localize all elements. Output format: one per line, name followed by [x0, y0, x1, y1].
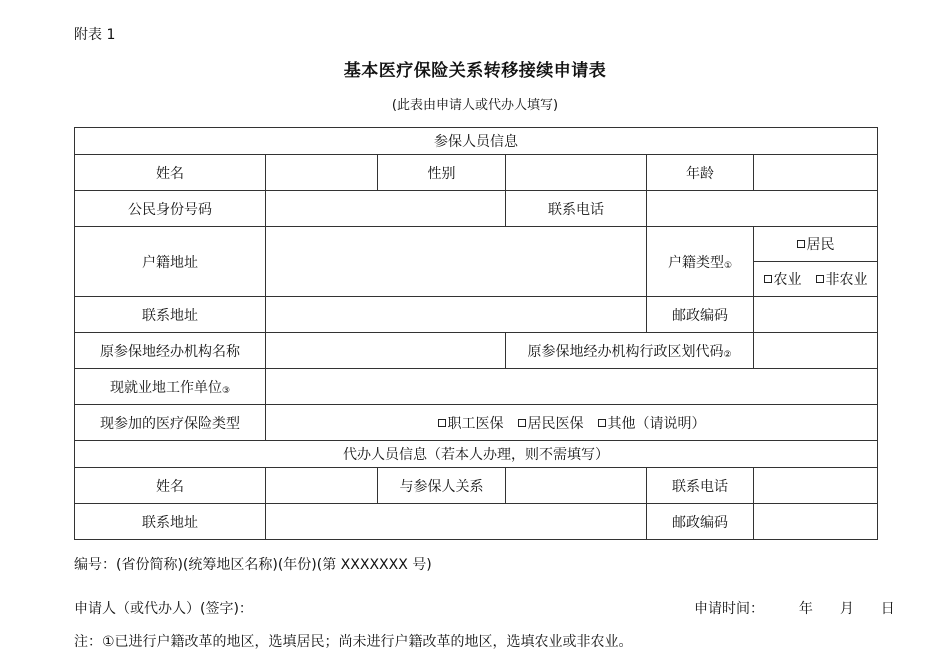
input-postcode[interactable] — [754, 297, 878, 333]
input-age[interactable] — [754, 155, 878, 191]
checkbox-icon[interactable] — [518, 419, 526, 427]
footnote-text: 注：①已进行户籍改革的地区，选填居民；尚未进行户籍改革的地区，选填农业或非农业。 — [74, 634, 633, 650]
input-gender[interactable] — [506, 155, 647, 191]
checkbox-icon[interactable] — [816, 275, 824, 283]
label-hukou-address: 户籍地址 — [75, 227, 266, 297]
label-age: 年龄 — [647, 155, 754, 191]
label-agent-name: 姓名 — [75, 468, 266, 504]
input-agent-relation[interactable] — [506, 468, 647, 504]
label-orig-agency-name: 原参保地经办机构名称 — [75, 333, 266, 369]
label-current-employer: 现就业地工作单位③ — [75, 369, 266, 405]
checkbox-icon[interactable] — [797, 240, 805, 248]
option-hukou-resident[interactable]: 居民 — [754, 227, 878, 262]
label-contact-address: 联系地址 — [75, 297, 266, 333]
label-phone: 联系电话 — [506, 191, 647, 227]
section-insured-header — [75, 128, 878, 155]
input-agent-postcode[interactable] — [754, 504, 878, 540]
annex-label: 附表 1 — [74, 27, 116, 43]
label-id-number: 公民身份号码 — [75, 191, 266, 227]
input-orig-agency-code[interactable] — [754, 333, 878, 369]
label-agent-contact-address: 联系地址 — [75, 504, 266, 540]
label-current-insurance-type: 现参加的医疗保险类型 — [75, 405, 266, 441]
input-orig-agency-name[interactable] — [266, 333, 506, 369]
section-agent-title: 代办人员信息（若本人办理，则不需填写） — [343, 447, 609, 463]
input-agent-contact-address[interactable] — [266, 504, 647, 540]
section-insured-title: 参保人员信息 — [434, 134, 518, 150]
options-insurance-type — [266, 405, 878, 441]
application-time — [694, 598, 895, 618]
option-hukou-agricultural[interactable]: 农业 — [764, 272, 802, 288]
label-agent-relation: 与参保人关系 — [378, 468, 506, 504]
option-insurance-employee[interactable]: 职工医保 — [438, 416, 504, 432]
form-title: 基本医疗保险关系转移接续申请表 — [343, 61, 607, 81]
option-insurance-resident[interactable]: 居民医保 — [518, 416, 584, 432]
label-agent-phone: 联系电话 — [647, 468, 754, 504]
serial-number-text: 编号：(省份简称)(统筹地区名称)(年份)(第 XXXXXXX 号) — [74, 557, 432, 573]
options-hukou-agri — [754, 262, 878, 297]
input-contact-address[interactable] — [266, 297, 647, 333]
application-time-year: 年 — [798, 601, 813, 617]
label-name: 姓名 — [75, 155, 266, 191]
input-id-number[interactable] — [266, 191, 506, 227]
label-agent-postcode: 邮政编码 — [647, 504, 754, 540]
input-current-employer[interactable] — [266, 369, 878, 405]
label-orig-agency-code: 原参保地经办机构行政区划代码② — [506, 333, 754, 369]
label-postcode: 邮政编码 — [647, 297, 754, 333]
footnote-mark-3: ③ — [221, 385, 231, 396]
application-time-day: 日 — [880, 601, 895, 617]
applicant-signature-label: 申请人（或代办人）(签字)： — [74, 601, 253, 617]
checkbox-icon[interactable] — [764, 275, 772, 283]
section-agent-header — [75, 441, 878, 468]
application-time-label: 申请时间： — [694, 601, 764, 617]
input-agent-name[interactable] — [266, 468, 378, 504]
input-hukou-address[interactable] — [266, 227, 647, 297]
label-hukou-type: 户籍类型① — [647, 227, 754, 297]
form-subtitle: (此表由申请人或代办人填写) — [391, 98, 559, 113]
input-name[interactable] — [266, 155, 378, 191]
option-hukou-non-agricultural[interactable]: 非农业 — [816, 272, 868, 288]
label-gender: 性别 — [378, 155, 506, 191]
option-insurance-other[interactable]: 其他（请说明） — [598, 416, 706, 432]
checkbox-icon[interactable] — [598, 419, 606, 427]
application-time-month: 月 — [839, 601, 854, 617]
footnote-mark-1: ① — [723, 260, 733, 271]
footnote-mark-2: ② — [723, 349, 732, 360]
input-agent-phone[interactable] — [754, 468, 878, 504]
application-form-table — [74, 127, 878, 540]
input-phone[interactable] — [647, 191, 878, 227]
checkbox-icon[interactable] — [438, 419, 446, 427]
